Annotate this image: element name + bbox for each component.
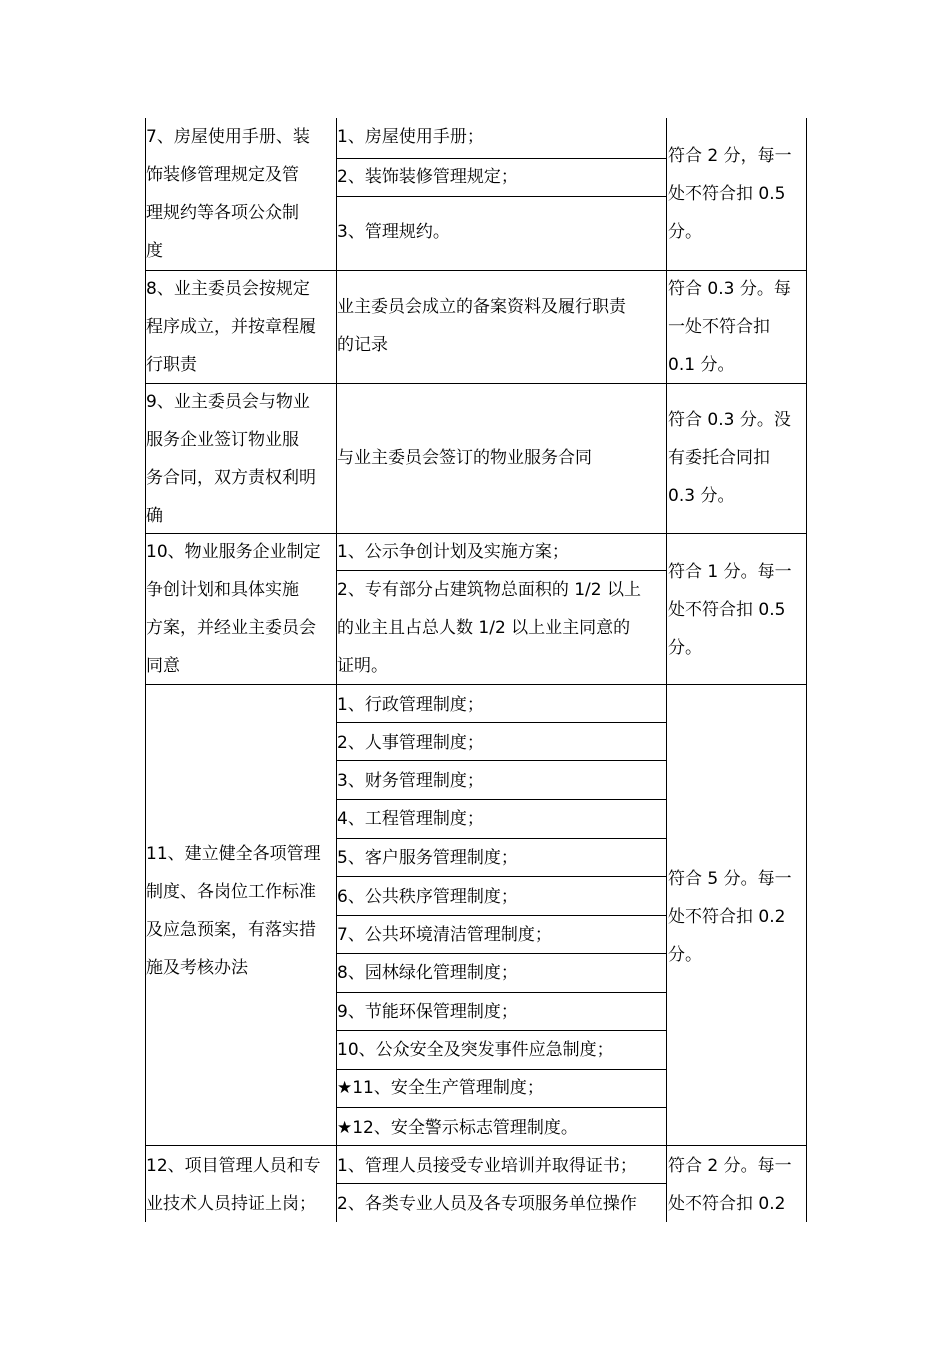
item-text: 11、建立健全各项管理 <box>146 844 321 864</box>
requirement-text: 1、管理人员接受专业培训并取得证书； <box>337 1156 637 1176</box>
scoring-text: 处不符合扣 0.5 <box>668 600 786 620</box>
column-border <box>666 118 667 1222</box>
requirement-text: 1、行政管理制度； <box>337 695 484 715</box>
scoring-text: 符合 2 分。每一 <box>668 1156 792 1176</box>
item-text: 8、业主委员会按规定 <box>146 279 310 299</box>
item-text: 度 <box>146 241 163 261</box>
item-text: 制度、各岗位工作标准 <box>146 882 316 902</box>
requirement-text: 2、人事管理制度； <box>337 733 484 753</box>
requirement-text: 8、园林绿化管理制度； <box>337 963 518 983</box>
scoring-text: 符合 2 分，每一 <box>668 146 792 166</box>
requirement-text: 3、财务管理制度； <box>337 771 484 791</box>
scoring-text: 处不符合扣 0.2 <box>668 1194 786 1214</box>
requirement-text: 5、客户服务管理制度； <box>337 848 518 868</box>
requirement-text: 2、专有部分占建筑物总面积的 1/2 以上 <box>337 580 641 600</box>
item-text: 理规约等各项公众制 <box>146 203 299 223</box>
scoring-text: 符合 5 分。每一 <box>668 869 792 889</box>
item-text: 争创计划和具体实施 <box>146 580 299 600</box>
item-text: 服务企业签订物业服 <box>146 430 299 450</box>
item-text: 9、业主委员会与物业 <box>146 392 310 412</box>
requirement-text: 9、节能环保管理制度； <box>337 1002 518 1022</box>
item-text: 务合同，双方责权利明 <box>146 468 316 488</box>
scoring-text: 符合 0.3 分。没 <box>668 410 791 430</box>
requirement-text: 2、装饰装修管理规定； <box>337 167 518 187</box>
requirement-text: 业主委员会成立的备案资料及履行职责 <box>337 297 626 317</box>
cell-divider <box>336 1107 666 1108</box>
requirement-text: 4、工程管理制度； <box>337 809 484 829</box>
item-text: 12、项目管理人员和专 <box>146 1156 321 1176</box>
item-text: 程序成立，并按章程履 <box>146 317 316 337</box>
requirement-text: 1、公示争创计划及实施方案； <box>337 542 569 562</box>
item-text: 方案，并经业主委员会 <box>146 618 316 638</box>
scoring-text: 符合 1 分。每一 <box>668 562 792 582</box>
item-text: 同意 <box>146 656 180 676</box>
requirement-text: 3、管理规约。 <box>337 222 450 242</box>
requirement-text: 10、公众安全及突发事件应急制度； <box>337 1040 614 1060</box>
item-text: 施及考核办法 <box>146 958 248 978</box>
requirement-text: 7、公共环境清洁管理制度； <box>337 925 552 945</box>
scoring-text: 0.3 分。 <box>668 486 735 506</box>
scoring-text: 0.1 分。 <box>668 355 735 375</box>
row-border <box>145 684 806 685</box>
item-text: 10、物业服务企业制定 <box>146 542 321 562</box>
cell-divider <box>336 196 666 197</box>
item-text: 业技术人员持证上岗； <box>146 1194 316 1214</box>
item-text: 7、房屋使用手册、装 <box>146 127 310 147</box>
scoring-text: 分。 <box>668 638 702 658</box>
requirement-text: 6、公共秩序管理制度； <box>337 887 518 907</box>
item-text: 行职责 <box>146 355 197 375</box>
requirement-text: 证明。 <box>337 656 388 676</box>
requirement-text: 的记录 <box>337 335 388 355</box>
requirement-text: 2、各类专业人员及各专项服务单位操作 <box>337 1194 637 1214</box>
scoring-text: 分。 <box>668 222 702 242</box>
scoring-text: 处不符合扣 0.5 <box>668 184 786 204</box>
requirement-text: 与业主委员会签订的物业服务合同 <box>337 448 592 468</box>
item-text: 确 <box>146 506 163 526</box>
scoring-text: 分。 <box>668 945 702 965</box>
scoring-text: 处不符合扣 0.2 <box>668 907 786 927</box>
item-text: 饰装修管理规定及管 <box>146 165 299 185</box>
requirement-text: 1、房屋使用手册； <box>337 127 484 147</box>
column-border <box>806 118 807 1222</box>
requirement-text: ★11、安全生产管理制度； <box>337 1078 544 1098</box>
scoring-text: 有委托合同扣 <box>668 448 770 468</box>
requirement-text: ★12、安全警示标志管理制度。 <box>337 1118 578 1138</box>
item-text: 及应急预案，有落实措 <box>146 920 316 940</box>
scoring-text: 一处不符合扣 <box>668 317 770 337</box>
requirement-text: 的业主且占总人数 1/2 以上业主同意的 <box>337 618 631 638</box>
scoring-text: 符合 0.3 分。每 <box>668 279 791 299</box>
